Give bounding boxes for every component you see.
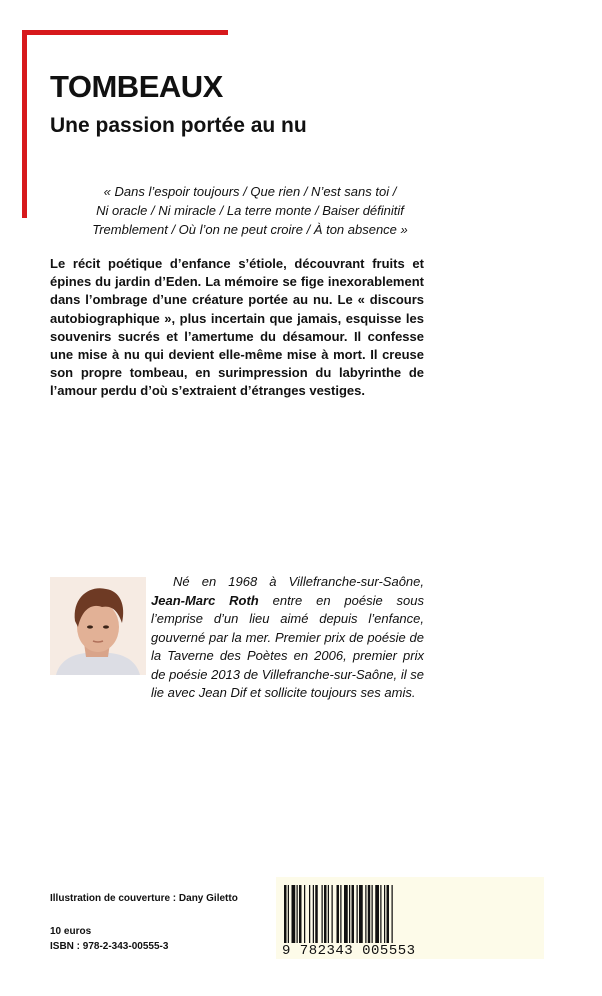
isbn: ISBN : 978-2-343-00555-3 <box>50 941 169 952</box>
barcode-bar <box>375 885 379 943</box>
summary-paragraph: Le récit poétique d’enfance s’étiole, découvrant fruits et épines du jardin d’Eden. La mémoire se fige inexorablement dans l’ombrage d’une créature portée au nu. Le « discours autobiographique », plus incertain que jamais, esquisse les souvenirs sucrés et l’amertume du désamour. Il confesse une mise à nu qui devient elle-même mise à mort. Il creuse son propre tombeau, en surimpression du labyrinthe de l’amour perdu d’où s’extraient d’étranges vestiges. <box>50 256 424 399</box>
barcode-bar <box>359 885 363 943</box>
price: 10 euros <box>50 926 92 937</box>
barcode-icon <box>284 885 424 943</box>
barcode-bar <box>322 885 323 943</box>
quote-line: Tremblement / Où l’on ne peut croire / À ton absence » <box>92 222 408 237</box>
bio-intro: Né en 1968 à Villefranche-sur-Saône, <box>173 574 424 589</box>
illustration-credit: Illustration de couverture : Dany Giletto <box>50 893 238 904</box>
barcode-bar <box>352 885 355 943</box>
epigraph-quote <box>60 182 440 239</box>
barcode-bar <box>315 885 318 943</box>
barcode-bar <box>324 885 327 943</box>
barcode-bar <box>384 885 385 943</box>
barcode-bar <box>365 885 366 943</box>
barcode-bar <box>368 885 371 943</box>
barcode-bar <box>328 885 329 943</box>
barcode-bar <box>344 885 348 943</box>
red-bracket-left <box>22 30 27 218</box>
barcode-bar <box>297 885 298 943</box>
barcode-bar <box>337 885 340 943</box>
barcode-bar <box>299 885 302 943</box>
summary-block <box>50 255 424 401</box>
barcode-bar <box>288 885 289 943</box>
author-bio-paragraph <box>151 573 424 703</box>
barcode-bar <box>304 885 305 943</box>
barcode-bar <box>340 885 341 943</box>
author-photo <box>50 577 146 675</box>
barcode-bar <box>332 885 333 943</box>
barcode-bar <box>313 885 314 943</box>
barcode-digits: 9 782343 005553 <box>282 943 416 959</box>
barcode-bar <box>387 885 390 943</box>
barcode-bar <box>392 885 393 943</box>
barcode-bar <box>357 885 358 943</box>
barcode-bar <box>372 885 373 943</box>
red-bracket-top <box>22 30 228 35</box>
quote-line: « Dans l’espoir toujours / Que rien / N’est sans toi / <box>103 184 397 199</box>
barcode-bar <box>292 885 296 943</box>
quote-line: Ni oracle / Ni miracle / La terre monte / Baiser définitif <box>96 203 404 218</box>
bio-rest: entre en poésie sous l’emprise d’un lieu aimé depuis l’enfance, gouverné par la mer. Premier prix de poésie de la Taverne des Poètes en 2006, premier prix de poésie 2013 de Villefranche-sur-Saône, il se lie avec Jean Dif et sollicite toujours ses amis. <box>151 592 424 700</box>
barcode-bar <box>284 885 287 943</box>
author-bio <box>151 573 424 703</box>
book-subtitle: Une passion portée au nu <box>50 114 307 137</box>
book-title: TOMBEAUX <box>50 69 223 104</box>
barcode-area <box>276 877 544 959</box>
barcode-bar <box>349 885 350 943</box>
barcode-bar <box>309 885 310 943</box>
author-name: Jean-Marc Roth <box>151 592 259 608</box>
author-portrait-image <box>50 577 146 675</box>
barcode-bar <box>380 885 381 943</box>
